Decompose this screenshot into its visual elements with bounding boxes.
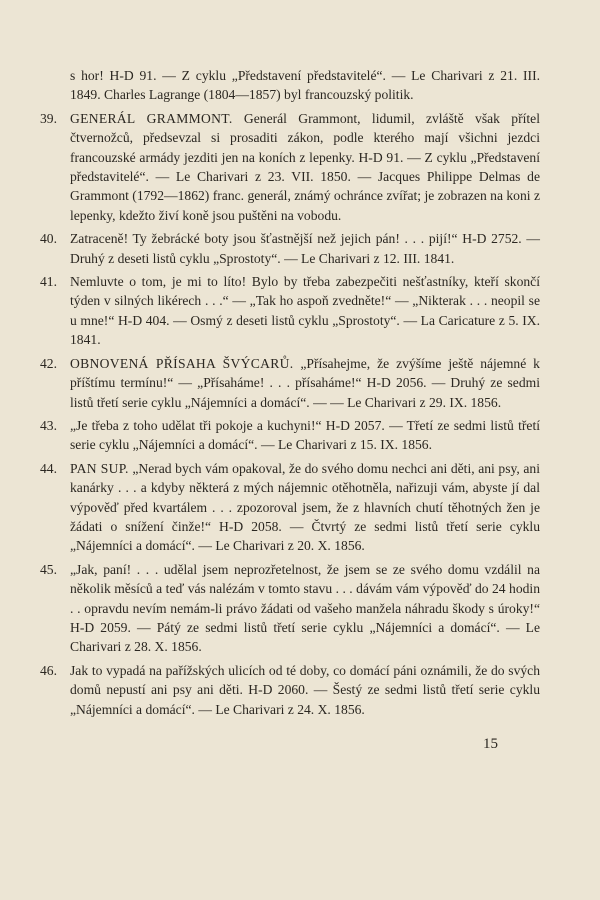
catalog-entry-40 bbox=[40, 229, 540, 268]
entry-heading: PAN SUP. bbox=[70, 460, 129, 476]
entry-text: Generál Grammont, lidumil, zvláště však přítel čtvernožců, předsevzal si prosaditi zákon, podle kterého mají všichni jezdci francouzské armády jezditi jen na koních z lepenky. H-D 91. — Z cyklu „Představení představitelé“. — Le Charivari z 23. VII. 1850. — Jacques Philippe Delmas de Grammont (1792—1862) franc. generál, známý ochránce zvířat; je zobrazen na koni z lepenky, kdežto živí koně jsou puštěni na vobodu. bbox=[70, 110, 540, 223]
entry-text: Zatraceně! Ty žebrácké boty jsou šťastnější než jejich pán! . . . pijí!“ H-D 2752. — Druhý z deseti listů cyklu „Sprostoty“. — Le Charivari z 12. III. 1841. bbox=[70, 231, 540, 266]
catalog-entry-42 bbox=[40, 354, 540, 412]
entry-heading: OBNOVENÁ PŘÍSAHA ŠVÝCARŮ. bbox=[70, 355, 294, 371]
entry-number: 40. bbox=[40, 231, 57, 247]
continuation-paragraph: s hor! H-D 91. — Z cyklu „Představení představitelé“. — Le Charivari z 21. III. 1849. Charles Lagrange (1804—1857) byl francouzský politik. bbox=[70, 68, 540, 103]
entry-text: „Je třeba z toho udělat tři pokoje a kuchyni!“ H-D 2057. — Třetí ze sedmi listů třetí serie cyklu „Nájemníci a domácí“. — Le Charivari z 15. IX. 1856. bbox=[70, 417, 540, 453]
catalog-entry-46 bbox=[40, 661, 540, 719]
catalog-entry-41 bbox=[40, 272, 540, 350]
entry-number: 41. bbox=[40, 274, 57, 290]
entry-number: 45. bbox=[40, 561, 57, 577]
entry-text: „Nerad bych vám opakoval, že do svého domu nechci ani děti, ani psy, ani kanárky . . . a kdyby některá z mých nájemnic otěhotněla, nařizuji vám, abyste jí dal výpověď před kvartálem . . . zpozoroval jsem, že z hlavních chutí těhotných žen je žádati o snížení činže!“ H-D 2058. — Čtvrtý ze sedmi listů třetí serie cyklu „Nájemníci a domácí“. — Le Charivari z 20. X. 1856. bbox=[70, 460, 540, 554]
catalog-entry-39 bbox=[40, 109, 540, 225]
entry-number: 44. bbox=[40, 460, 57, 476]
catalog-entry-44 bbox=[40, 459, 540, 556]
entry-text: „Jak, paní! . . . udělal jsem neprozřetelnost, že jsem se ze svého domu vzdálil na několik měsíců a teď vás nalézám v tomto stavu . . . dávám vám výpověď do 24 hodin . . opravdu nevím nemám-li právo žádati od vašeho manžela náhradu škody s úroky!“ H-D 2059. — Pátý ze sedmi listů třetí serie cyklu „Nájemníci a domácí“. — Le Charivari z 28. X. 1856. bbox=[70, 561, 540, 655]
entry-text: Nemluvte o tom, je mi to líto! Bylo by třeba zabezpečiti nešťastníky, kteří skončí týden v silných likérech . . .“ — „Tak ho aspoň zvedněte!“ — „Nikterak . . . neopil se u mne!“ H-D 404. — Osmý z deseti listů cyklu „Sprostoty“. — La Caricature z 5. IX. 1841. bbox=[70, 274, 540, 348]
catalog-entries bbox=[40, 66, 540, 723]
catalog-entry-43 bbox=[40, 416, 540, 455]
entry-number: 46. bbox=[40, 662, 57, 678]
entry-number: 39. bbox=[40, 110, 57, 126]
catalog-entry-45 bbox=[40, 560, 540, 657]
entry-number: 42. bbox=[40, 355, 57, 371]
entry-heading: GENERÁL GRAMMONT. bbox=[70, 110, 233, 126]
page-number: 15 bbox=[483, 736, 498, 752]
entry-text: Jak to vypadá na pařížských ulicích od té doby, co domácí páni oznámili, že do svých domů nepustí ani psy ani děti. H-D 2060. — Šestý ze sedmi listů třetí serie cyklu „Nájemníci a domácí“. — Le Charivari z 24. X. 1856. bbox=[70, 662, 540, 717]
entry-text: „Přísahejme, že zvýšíme ještě nájemné k příštímu termínu!“ — „Přísaháme! . . . přísaháme!“ H-D 2056. — Druhý ze sedmi listů třetí serie cyklu „Nájemníci a domácí“. — — Le Charivari z 29. IX. 1856. bbox=[70, 355, 540, 410]
entry-number: 43. bbox=[40, 417, 57, 433]
